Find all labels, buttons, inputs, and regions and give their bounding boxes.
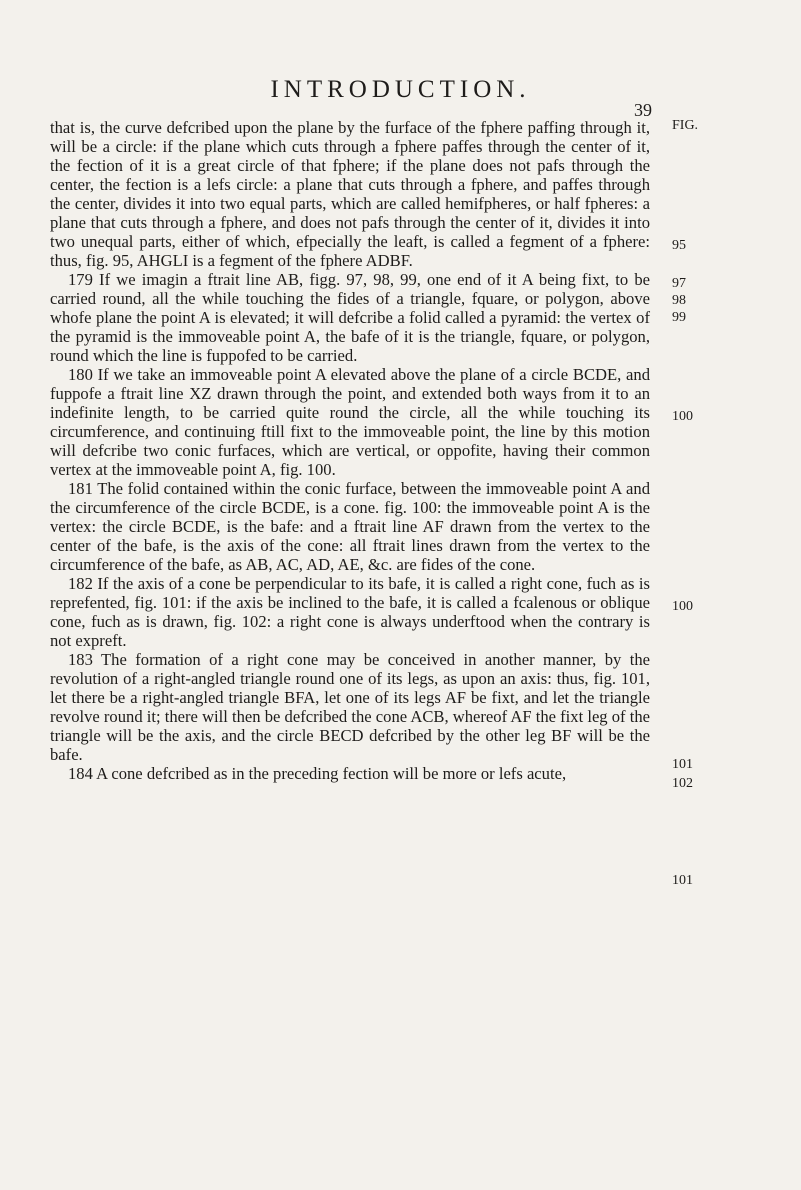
running-head: INTRODUCTION. [270,76,531,103]
section-number: 179 [68,270,93,289]
paragraph-text: If we take an immoveable point A elevated above the plane of a circle BCDE, and fuppofe a ftrait line XZ drawn through the point, and extended both ways from it to an indefinite length, to be carried quite round the circle, all the while touching its circumference, and continuing ftill fixt to the immoveable point, the line by this motion will defcribe two conic furfaces, which are vertical, or oppofite, having their common vertex at the immoveable point A, fig. 100. [50,365,650,479]
paragraph [50,118,650,270]
body-text [50,118,650,783]
paragraph-text: If we imagin a ftrait line AB, figg. 97, 98, 99, one end of it A being fixt, to be carried round, all the while touching the fides of a triangle, fquare, or polygon, above whofe plane the point A is elevated; it will defcribe a folid called a pyramid: the vertex of the pyramid is the immoveable point A, the bafe of it is the triangle, fquare, or polygon, round which the line is fuppofed to be carried. [50,270,650,365]
margin-fig-label: FIG. [672,118,699,133]
section-number: 184 [68,764,93,783]
margin-fig-ref: 101 [672,757,693,772]
margin-fig-ref: 99 [672,310,686,325]
section-number: 180 [68,365,93,384]
paragraph [50,650,650,764]
paragraph [50,270,650,365]
paragraph-text: A cone defcribed as in the preceding fection will be more or lefs acute, [96,764,567,783]
margin-fig-ref: 98 [672,293,686,308]
section-number: 181 [68,479,93,498]
section-number: 182 [68,574,93,593]
paragraph [50,479,650,574]
margin-fig-ref: 100 [672,599,693,614]
paragraph [50,764,650,783]
paragraph [50,574,650,650]
paragraph-text: If the axis of a cone be perpendicular to its bafe, it is called a right cone, fuch as is reprefented, fig. 101: if the axis be inclined to the bafe, it is called a fcalenous or oblique cone, fuch as is drawn, fig. 102: a right cone is always underftood when the contrary is not expreft. [50,574,650,650]
section-number: 183 [68,650,93,669]
page-number: 39 [634,100,652,120]
margin-fig-ref: 95 [672,238,686,253]
margin-fig-ref: 102 [672,776,693,791]
margin-fig-ref: 97 [672,276,686,291]
paragraph-text: that is, the curve defcribed upon the plane by the furface of the fphere paffing through it, will be a circle: if the plane which cuts through a fphere paffes through the center of it, the fection of it is a great circle of that fphere; if the plane does not pafs through the center, the fection is a lefs circle: a plane that cuts through a fphere, and paffes through the center, divides it into two equal parts, which are called hemifpheres, or half fpheres: a plane that cuts through a fphere, and does not pafs through the center of it, divides it into two unequal parts, either of which, efpecially the leaft, is called a fegment of a fphere: thus, fig. 95, AHGLI is a fegment of the fphere ADBF. [50,118,650,270]
paragraph-text: The formation of a right cone may be conceived in another manner, by the revolution of a right-angled triangle round one of its legs, as upon an axis: thus, fig. 101, let there be a right-angled triangle BFA, let one of its legs AF be fixt, and let the triangle revolve round it; there will then be defcribed the cone ACB, whereof AF the fixt leg of the triangle will be the axis, and the circle BECD defcribed by the other leg BF will be the bafe. [50,650,650,764]
paragraph-text: The folid contained within the conic furface, between the immoveable point A and the circumference of the circle BCDE, is a cone. fig. 100: the immoveable point A is the vertex: the circle BCDE, is the bafe: and a ftrait line AF drawn from the vertex to the center of the bafe, is the axis of the cone: all ftrait lines drawn from the vertex to the circumference of the bafe, as AB, AC, AD, AE, &c. are fides of the cone. [50,479,650,574]
margin-fig-ref: 100 [672,409,693,424]
paragraph [50,365,650,479]
margin-fig-ref: 101 [672,873,693,888]
